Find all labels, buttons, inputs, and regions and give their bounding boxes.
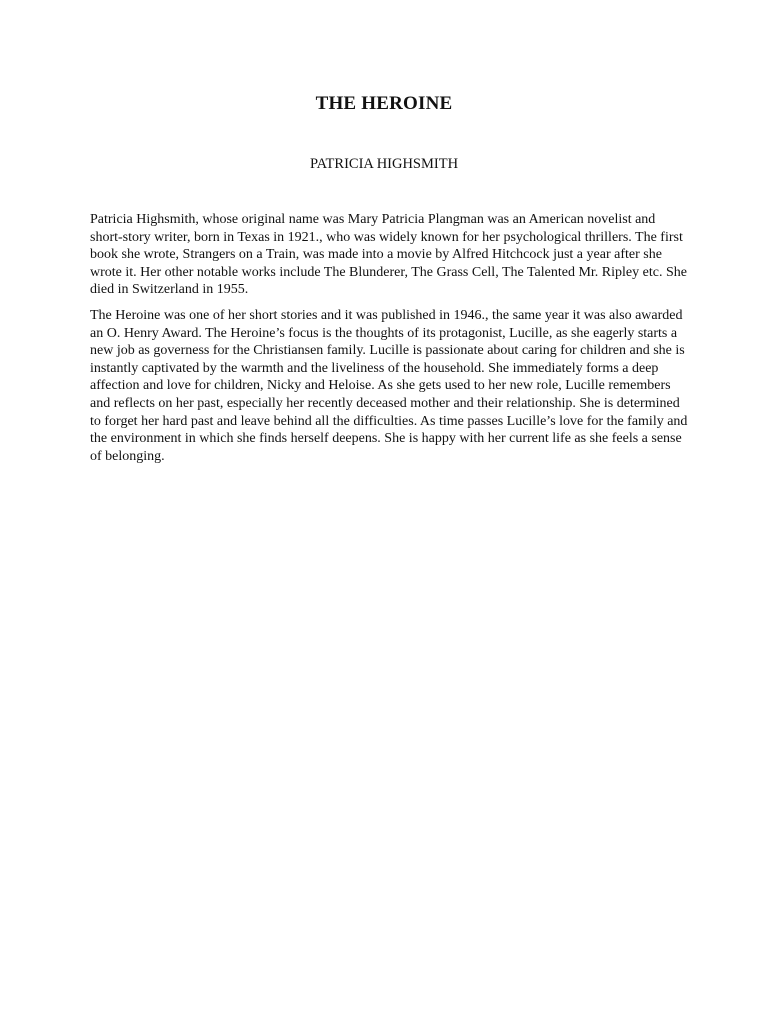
document-body	[90, 211, 690, 473]
document-author: PATRICIA HIGHSMITH	[309, 156, 459, 172]
paragraph-biography: Patricia Highsmith, whose original name was Mary Patricia Plangman was an American novelist and short-story writer, born in Texas in 1921., who was widely known for her psychological thrillers. The first book she wrote, Strangers on a Train, was made into a movie by Alfred Hitchcock just a year after she wrote it. Her other notable works include The Blunderer, The Grass Cell, The Talented Mr. Ripley etc. She died in Switzerland in 1955.	[90, 212, 687, 298]
document-title: THE HEROINE	[315, 93, 453, 114]
paragraph-summary: The Heroine was one of her short stories and it was published in 1946., the same year it was also awarded an O. Henry Award. The Heroine’s focus is the thoughts of its protagonist, Lucille, as she eagerly starts a new job as governess for the Christiansen family. Lucille is passionate about caring for children and she is instantly captivated by the warmth and the liveliness of the household. She immediately forms a deep affection and love for children, Nicky and Heloise. As she gets used to her new role, Lucille remembers and reflects on her past, especially her recently deceased mother and their relationship. She is determined to forget her hard past and leave behind all the difficulties. As time passes Lucille’s love for the family and the environment in which she finds herself deepens. She is happy with her current life as she feels a sense of belonging.	[90, 307, 688, 464]
